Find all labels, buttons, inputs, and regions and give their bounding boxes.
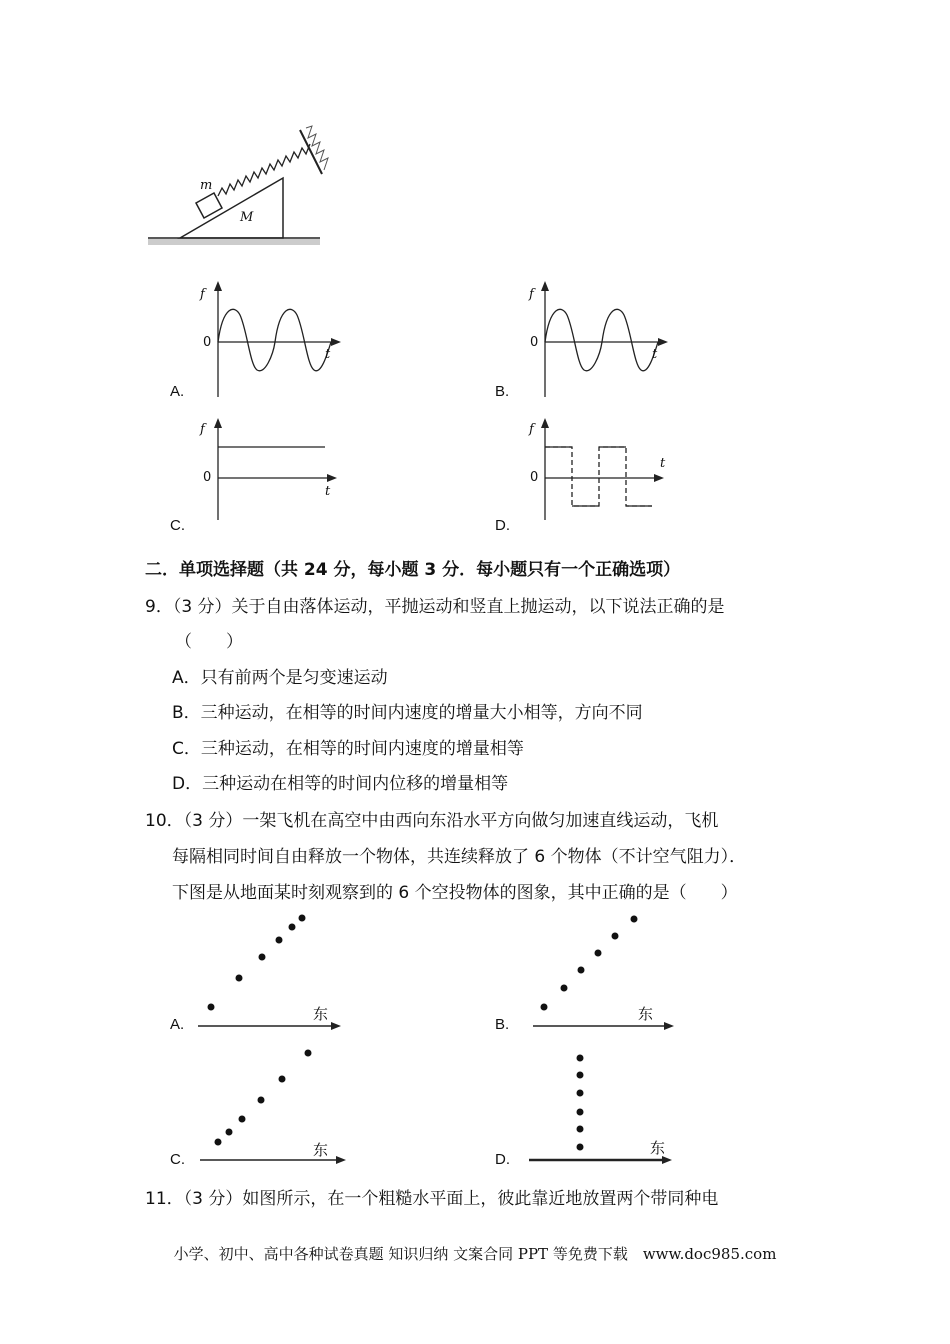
graph-D-square bbox=[522, 420, 672, 535]
q9-stem: 9．（3 分）关于自由落体运动，平抛运动和竖直上抛运动，以下说法正确的是 bbox=[145, 597, 725, 617]
graph-A-t: t bbox=[325, 347, 331, 362]
q10-option-A-label: A. bbox=[170, 1016, 185, 1033]
option-B-label: B. bbox=[495, 383, 510, 400]
q10-graph-A-east: 东 bbox=[313, 1005, 329, 1023]
q10-graph-C bbox=[190, 1045, 360, 1165]
graph-B bbox=[522, 285, 672, 400]
q9-option-A: A．只有前两个是匀变速运动 bbox=[172, 668, 388, 688]
q10-line1: 10．（3 分）一架飞机在高空中由西向东沿水平方向做匀加速直线运动，飞机 bbox=[145, 811, 719, 831]
graph-B-f: f bbox=[529, 287, 534, 302]
graph-C-zero: 0 bbox=[203, 470, 212, 485]
q10-graph-B-east: 东 bbox=[638, 1005, 654, 1023]
q10-graph-C-east: 东 bbox=[313, 1141, 329, 1159]
graph-D-t: t bbox=[660, 456, 666, 471]
graph-B-t: t bbox=[652, 347, 658, 362]
graph-A-f: f bbox=[200, 287, 205, 302]
q11-line1: 11．（3 分）如图所示，在一个粗糙水平面上，彼此靠近地放置两个带同种电 bbox=[145, 1189, 719, 1209]
graph-C-t: t bbox=[325, 484, 331, 499]
graph-A-sine bbox=[195, 285, 345, 400]
option-A-label: A. bbox=[170, 383, 185, 400]
q10-option-C-label: C. bbox=[170, 1151, 185, 1168]
section2-heading: 二．单项选择题（共 24 分，每小题 3 分．每小题只有一个正确选项） bbox=[145, 560, 681, 580]
q10-graph-D bbox=[525, 1045, 695, 1165]
q10-graph-D-east: 东 bbox=[650, 1139, 666, 1157]
q9-option-C: C．三种运动，在相等的时间内速度的增量相等 bbox=[172, 739, 524, 759]
graph-A bbox=[195, 285, 345, 400]
q10-graph-B bbox=[525, 910, 695, 1030]
q10-option-B-label: B. bbox=[495, 1016, 510, 1033]
q9-option-B: B．三种运动，在相等的时间内速度的增量大小相等，方向不同 bbox=[172, 703, 643, 723]
q9-option-D: D．三种运动在相等的时间内位移的增量相等 bbox=[172, 774, 509, 794]
graph-C-f: f bbox=[200, 422, 205, 437]
graph-A-zero: 0 bbox=[203, 335, 212, 350]
q10-line3: 下图是从地面某时刻观察到的 6 个空投物体的图象，其中正确的是（ ） bbox=[172, 883, 738, 903]
label-M: M bbox=[240, 210, 254, 225]
option-D-label: D. bbox=[495, 517, 510, 534]
option-C-label: C. bbox=[170, 517, 185, 534]
incline-spring-figure bbox=[140, 120, 340, 260]
graph-C-constant bbox=[195, 420, 345, 535]
q10-option-D-label: D. bbox=[495, 1151, 510, 1168]
graph-B-sine bbox=[522, 285, 672, 400]
graph-B-zero: 0 bbox=[530, 335, 539, 350]
q9-bracket: （ ） bbox=[175, 632, 243, 652]
graph-D-zero: 0 bbox=[530, 470, 539, 485]
q10-line2: 每隔相同时间自由释放一个物体，共连续释放了 6 个物体（不计空气阻力）． bbox=[172, 847, 747, 867]
graph-D-f: f bbox=[529, 422, 534, 437]
label-m: m bbox=[200, 178, 213, 193]
incline-spring-drawing bbox=[140, 120, 340, 260]
page-footer: 小学、初中、高中各种试卷真题 知识归纳 文案合同 PPT 等免费下载 www.doc985.com bbox=[173, 1245, 777, 1263]
graph-C bbox=[195, 420, 345, 535]
graph-D bbox=[522, 420, 672, 535]
